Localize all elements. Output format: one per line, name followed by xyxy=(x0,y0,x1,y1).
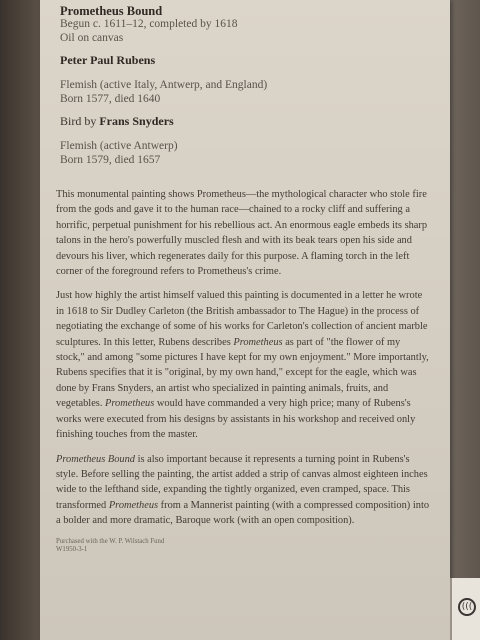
description-paragraph-2 xyxy=(56,288,430,442)
p2-text-a: Just how highly the artist himself valued this painting is documented in a letter he wrote in 1618 to Sir Dudley Carleton (the British ambassador to The Hague) in the process of negotiating the exchange of some of his works for Carleton's collection of ancient marble sculptures. In this letter, Rubens describes xyxy=(56,290,428,348)
audio-guide-icon xyxy=(458,598,476,616)
description-paragraph-1: This monumental painting shows Prometheus—the mythological character who stole fire from the gods and gave it to the human race—chained to a rocky cliff and suffering a horrific, perpetual punishment for his rebellious act. An enormous eagle embeds its sharp talons in the hero's powerfully muscled flesh and with its beak tears open his side and devours his liver, which regenerates daily for this purpose. A flaming torch in the left corner of the foreground refers to Prometheus's crime. xyxy=(56,189,428,278)
artist-life: Born 1577, died 1640 xyxy=(60,92,161,105)
artist-nationality: Flemish (active Italy, Antwerp, and England) xyxy=(60,79,268,91)
acquisition-credit xyxy=(56,538,430,555)
artwork-dates: Begun c. 1611–12, completed by 1618 xyxy=(60,18,238,30)
audio-guide-badge xyxy=(450,578,480,640)
p2-italic-2: Prometheus xyxy=(105,398,155,410)
accession-number: W1950-3-1 xyxy=(56,546,88,554)
wall-left xyxy=(0,0,40,640)
artist-name: Peter Paul Rubens xyxy=(60,53,156,67)
collaborator-prefix: Bird by xyxy=(60,114,97,128)
credit-line: Purchased with the W. P. Wilstach Fund xyxy=(56,537,165,545)
artwork-title: Prometheus Bound xyxy=(60,4,163,18)
p3-text-b: from a Mannerist painting (with a compressed composition) into a bolder and more dramatic, Baroque work (with an open composition). xyxy=(56,499,430,527)
p3-italic-1: Prometheus Bound xyxy=(56,453,135,465)
museum-placard xyxy=(40,0,450,640)
collaborator-credit xyxy=(60,114,430,128)
audio-guide-glyph: ((( xyxy=(461,602,473,612)
artwork-medium: Oil on canvas xyxy=(60,31,124,44)
collaborator-life: Born 1579, died 1657 xyxy=(60,153,161,166)
p2-text-b: as part of "the flower of my stock," and among "some pictures I have kept for my own enjoyment." More importantly, Rubens specifies that it is "original, by my own hand," except for the eagle, which was done by Frans Snyders, an artist who specialized in painting animals, fruits, and vegetables. xyxy=(56,336,429,410)
collaborator-name: Frans Snyders xyxy=(99,114,174,128)
p2-italic-1: Prometheus xyxy=(233,336,283,348)
p2-text-c: would have commanded a very high price; many of Rubens's works were executed from his designs by assistants in his workshop and received only finishing touches from the master. xyxy=(56,398,416,441)
description xyxy=(56,187,430,529)
artwork-metadata xyxy=(60,4,430,167)
wall-right xyxy=(448,0,480,640)
p3-italic-2: Prometheus xyxy=(108,499,159,511)
p3-text-a: is also important because it represents a turning point in Rubens's style. Before selling the painting, the artist added a strip of canvas almost eighteen inches wide to the lefthand side, expanding the tightly organized, even cramped, space. This transformed xyxy=(56,453,428,511)
description-paragraph-3 xyxy=(56,452,430,529)
collaborator-nationality: Flemish (active Antwerp) xyxy=(60,140,178,152)
